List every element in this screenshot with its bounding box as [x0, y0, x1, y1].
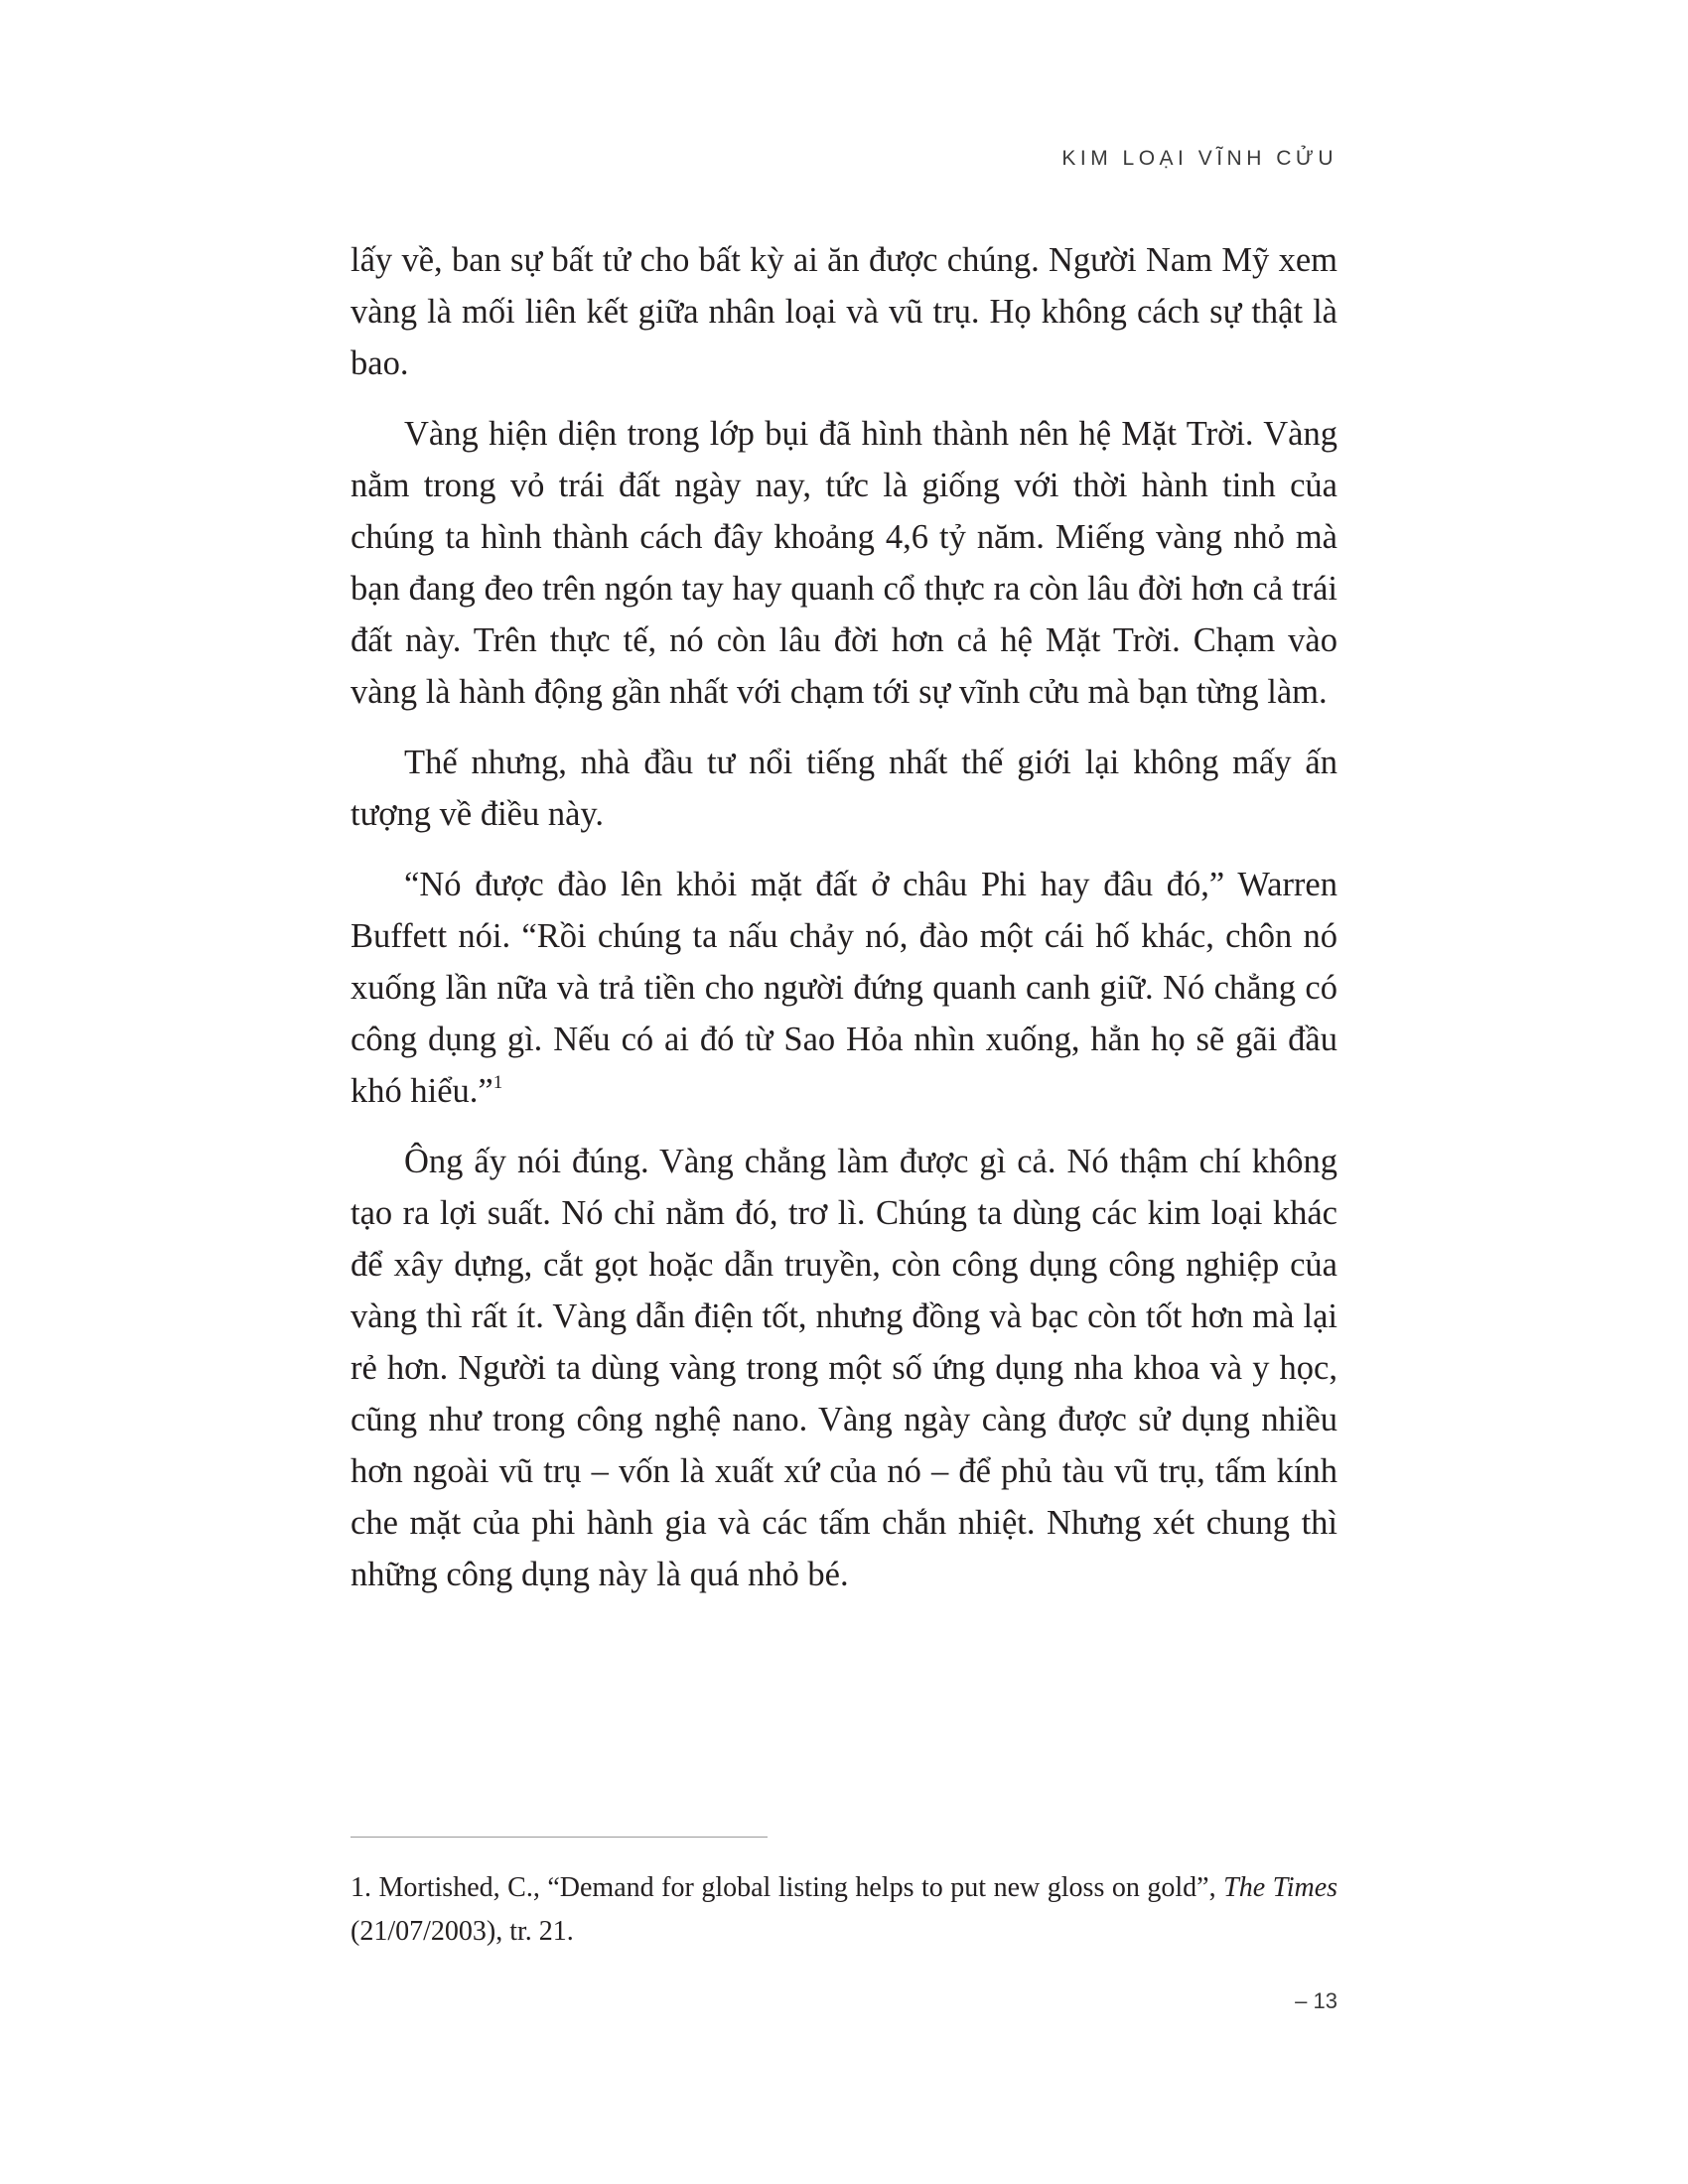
paragraph-1: lấy về, ban sự bất tử cho bất kỳ ai ăn được chúng. Người Nam Mỹ xem vàng là mối liên kết giữa nhân loại và vũ trụ. Họ không cách sự thật là bao.	[351, 241, 1337, 382]
paragraph-2: Vàng hiện diện trong lớp bụi đã hình thành nên hệ Mặt Trời. Vàng nằm trong vỏ trái đất ngày nay, tức là giống với thời hành tinh của chúng ta hình thành cách đây khoảng 4,6 tỷ năm. Miếng vàng nhỏ mà bạn đang đeo trên ngón tay hay quanh cổ thực ra còn lâu đời hơn cả trái đất này. Trên thực tế, nó còn lâu đời hơn cả hệ Mặt Trời. Chạm vào vàng là hành động gần nhất với chạm tới sự vĩnh cửu mà bạn từng làm.	[351, 415, 1337, 711]
footnote-text: Mortished, C., “Demand for global listing helps to put new gloss on gold”,	[378, 1872, 1216, 1903]
buffett-quote-text: “Nó được đào lên khỏi mặt đất ở châu Phi hay đâu đó,” Warren Buffett nói. “Rồi chúng ta nấu chảy nó, đào một cái hố khác, chôn nó xuống lần nữa và trả tiền cho người đứng quanh canh giữ. Nó chẳng có công dụng gì. Nếu có ai đó từ Sao Hỏa nhìn xuống, hẳn họ sẽ gãi đầu khó hiểu.”	[351, 866, 1337, 1110]
page-number: – 13	[1295, 1988, 1337, 2013]
footnote-source-title: The Times	[1223, 1872, 1338, 1903]
footnote-citation: (21/07/2003), tr. 21.	[351, 1916, 574, 1947]
body-text	[351, 234, 1337, 1619]
footnote-divider	[351, 1837, 768, 1838]
paragraph-3: Thế nhưng, nhà đầu tư nổi tiếng nhất thế giới lại không mấy ấn tượng về điều này.	[351, 744, 1337, 833]
footnote-reference[interactable]: 1	[492, 1072, 503, 1093]
running-header-title: KIM LOẠI VĨNH CỬU	[1061, 147, 1337, 170]
paragraph-5: Ông ấy nói đúng. Vàng chẳng làm được gì cả. Nó thậm chí không tạo ra lợi suất. Nó chỉ nằm đó, trơ lì. Chúng ta dùng các kim loại khác để xây dựng, cắt gọt hoặc dẫn truyền, còn công dụng công nghiệp của vàng thì rất ít. Vàng dẫn điện tốt, nhưng đồng và bạc còn tốt hơn mà lại rẻ hơn. Người ta dùng vàng trong một số ứng dụng nha khoa và y học, cũng như trong công nghệ nano. Vàng ngày càng được sử dụng nhiều hơn ngoài vũ trụ – vốn là xuất xứ của nó – để phủ tàu vũ trụ, tấm kính che mặt của phi hành gia và các tấm chắn nhiệt. Nhưng xét chung thì những công dụng này là quá nhỏ bé.	[351, 1143, 1337, 1593]
footnote-1	[351, 1866, 1337, 1954]
footnote	[351, 1866, 1337, 1954]
footnote-number: 1.	[351, 1872, 371, 1903]
paragraph-4	[351, 859, 1337, 1117]
